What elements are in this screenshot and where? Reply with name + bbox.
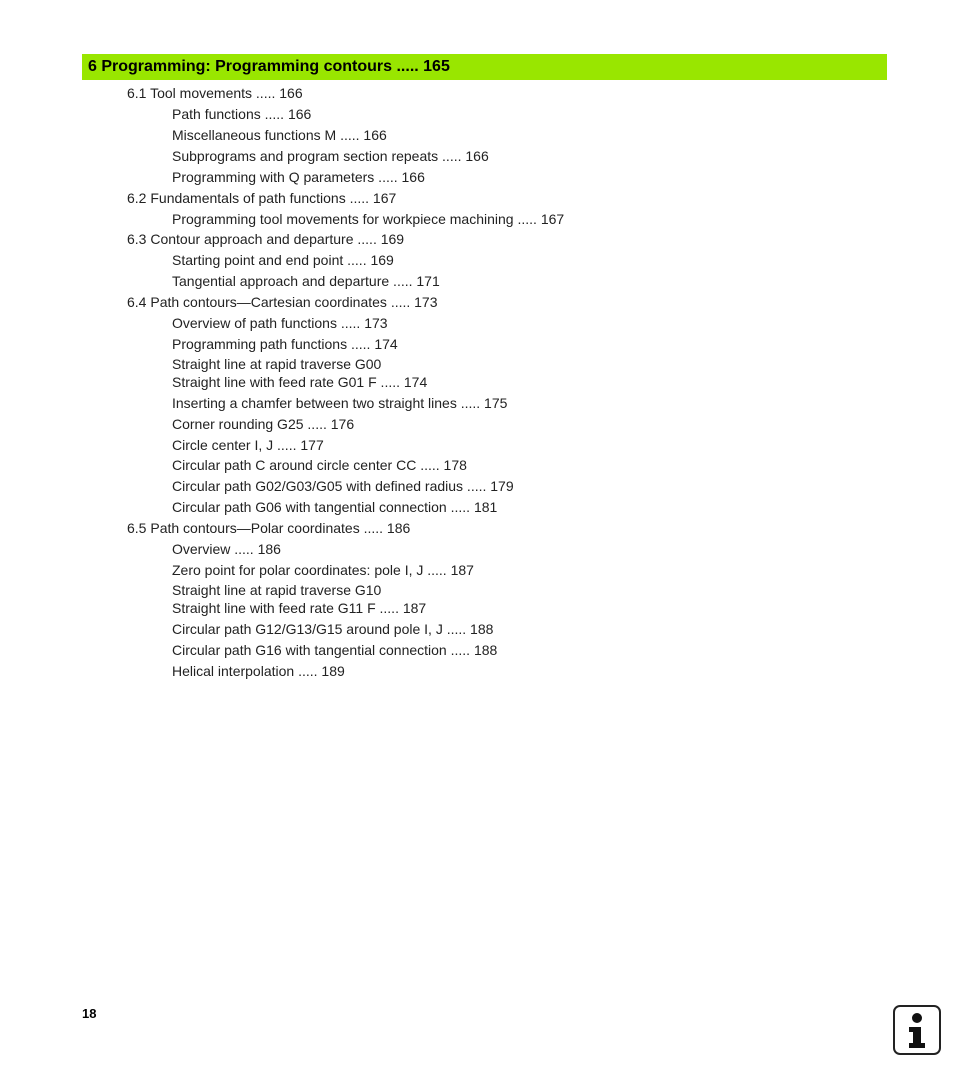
toc-entry[interactable]: Circular path G12/G13/G15 around pole I, J ..... 188 [172,621,494,637]
toc-entry-section[interactable]: 6.4 Path contours—Cartesian coordinates ..... 173 [127,294,438,310]
toc-entry[interactable]: Straight line with feed rate G11 F ..... 187 [172,600,427,616]
info-glyph-icon [895,1007,939,1053]
toc-entry[interactable]: Programming path functions ..... 174 [172,336,398,352]
toc-entry[interactable]: Inserting a chamfer between two straight lines ..... 175 [172,395,508,411]
toc-entry[interactable]: Straight line at rapid traverse G10 [172,582,382,598]
toc-entry[interactable]: Miscellaneous functions M ..... 166 [172,127,387,143]
toc-entry[interactable]: Straight line with feed rate G01 F ..... 174 [172,374,428,390]
toc-entry[interactable]: Programming tool movements for workpiece machining ..... 167 [172,211,565,227]
toc-entry[interactable]: Starting point and end point ..... 169 [172,252,394,268]
toc-entry[interactable]: Circular path G16 with tangential connection ..... 188 [172,642,498,658]
toc-entry[interactable]: Tangential approach and departure ..... 171 [172,273,440,289]
toc-entry[interactable]: Programming with Q parameters ..... 166 [172,169,425,185]
toc-entry-section[interactable]: 6.3 Contour approach and departure ..... 169 [127,231,405,247]
toc-entry-section[interactable]: 6.2 Fundamentals of path functions ..... 167 [127,190,397,206]
toc-entry[interactable]: Subprograms and program section repeats ..... 166 [172,148,489,164]
toc-entry[interactable]: Zero point for polar coordinates: pole I, J ..... 187 [172,562,474,578]
page-number: 18 [82,1006,97,1021]
toc-entry-section[interactable]: 6.5 Path contours—Polar coordinates ..... 186 [127,520,411,536]
toc-entry[interactable]: Straight line at rapid traverse G00 [172,356,382,372]
toc-entry[interactable]: Circular path G06 with tangential connection ..... 181 [172,499,498,515]
toc-entry-section[interactable]: 6.1 Tool movements ..... 166 [127,85,303,101]
chapter-heading: 6 Programming: Programming contours ..... 165 [82,54,887,80]
toc-entry[interactable]: Path functions ..... 166 [172,106,312,122]
toc-entry[interactable]: Corner rounding G25 ..... 176 [172,416,355,432]
info-icon [893,1005,941,1055]
toc-entry[interactable]: Circular path G02/G03/G05 with defined radius ..... 179 [172,478,514,494]
toc-entry[interactable]: Circle center I, J ..... 177 [172,437,324,453]
toc-entry[interactable]: Circular path C around circle center CC ..... 178 [172,457,467,473]
toc-entry[interactable]: Helical interpolation ..... 189 [172,663,345,679]
toc-entry[interactable]: Overview ..... 186 [172,541,281,557]
toc-entry[interactable]: Overview of path functions ..... 173 [172,315,388,331]
